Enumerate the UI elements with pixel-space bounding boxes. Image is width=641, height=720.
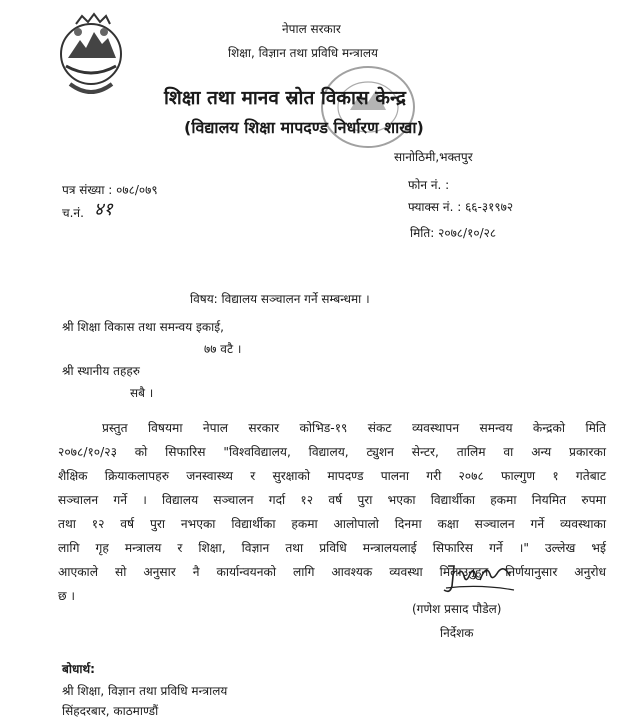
recipient-line-3: श्री स्थानीय तहहरु (62, 364, 140, 378)
section-name: (विद्यालय शिक्षा मापदण्ड निर्धारण शाखा) (184, 118, 424, 137)
cc-label: बोधार्थ: (62, 662, 95, 676)
recipient-line-4: सबै । (130, 386, 154, 400)
cc-line-1: श्री शिक्षा, विज्ञान तथा प्रविधि मन्त्रालय (62, 684, 228, 698)
center-name: शिक्षा तथा मानव स्रोत विकास केन्द्र (164, 87, 406, 109)
fax-number: फ्याक्स नं. : ६६-३१९७२ (408, 200, 514, 214)
letter-body (58, 416, 606, 608)
body-line: २०७८/१०/२३ को सिफारिस "विश्वविद्यालय, विद्यालय, ट्युशन सेन्टर, तालिम वा अन्य प्रकारका (58, 445, 606, 459)
body-line: शैक्षिक क्रियाकलापहरु जनस्वास्थ्य र सुरक्षाको मापदण्ड पालना गरी २०७८ फाल्गुण १ गतेबाट (58, 469, 606, 483)
signature-mark (440, 560, 520, 596)
signatory-title: निर्देशक (440, 626, 474, 640)
govt-name: नेपाल सरकार (282, 22, 341, 36)
phone-number: फोन नं. : (408, 178, 450, 192)
signatory-name: (गणेश प्रसाद पौडेल) (412, 602, 502, 616)
recipient-line-1: श्री शिक्षा विकास तथा समन्वय इकाई, (62, 320, 224, 334)
body-line: आएकाले सो अनुसार नै कार्यान्वयनको लागि आवश्यक व्यवस्था मिलाउनुहुन निर्णयानुसार अनुरोध (58, 565, 606, 579)
office-location: सानोठिमी,भक्तपुर (394, 150, 473, 164)
body-line: तथा १२ वर्ष पुरा नभएका विद्यार्थीका हकमा आलोपालो दिनमा कक्षा सञ्चालन गर्ने व्यवस्थाका (58, 517, 606, 531)
subject-line: विषय: विद्यालय सञ्चालन गर्ने सम्बन्धमा । (190, 292, 370, 306)
patra-sankhya: पत्र संख्या : ०७८/०७९ (62, 183, 158, 197)
government-emblem (56, 10, 126, 102)
letter-date: मिति: २०७८/१०/२८ (410, 226, 497, 240)
body-line: छ । (58, 589, 76, 603)
body-line: लागि गृह मन्त्रालय र शिक्षा, विज्ञान तथा प्रविधि मन्त्रालयलाई सिफारिस गर्ने ।" उल्लेख भई (58, 541, 606, 555)
body-line: सञ्चालन गर्ने । विद्यालय सञ्चालन गर्दा १२ वर्ष पुरा भएका विद्यार्थीका हकमा नियमित रुपमा (58, 493, 606, 507)
chalani-label: च.नं. (62, 206, 84, 220)
recipient-line-2: ७७ वटै । (204, 342, 242, 356)
chalani-number: ४१ (94, 199, 113, 220)
cc-line-2: सिंहदरबार, काठमाण्डौं (62, 704, 159, 718)
body-line: प्रस्तुत विषयमा नेपाल सरकार कोभिड-१९ संकट व्यवस्थापन समन्वय केन्द्रको मिति (102, 421, 606, 435)
ministry-name: शिक्षा, विज्ञान तथा प्रविधि मन्त्रालय (228, 46, 378, 60)
